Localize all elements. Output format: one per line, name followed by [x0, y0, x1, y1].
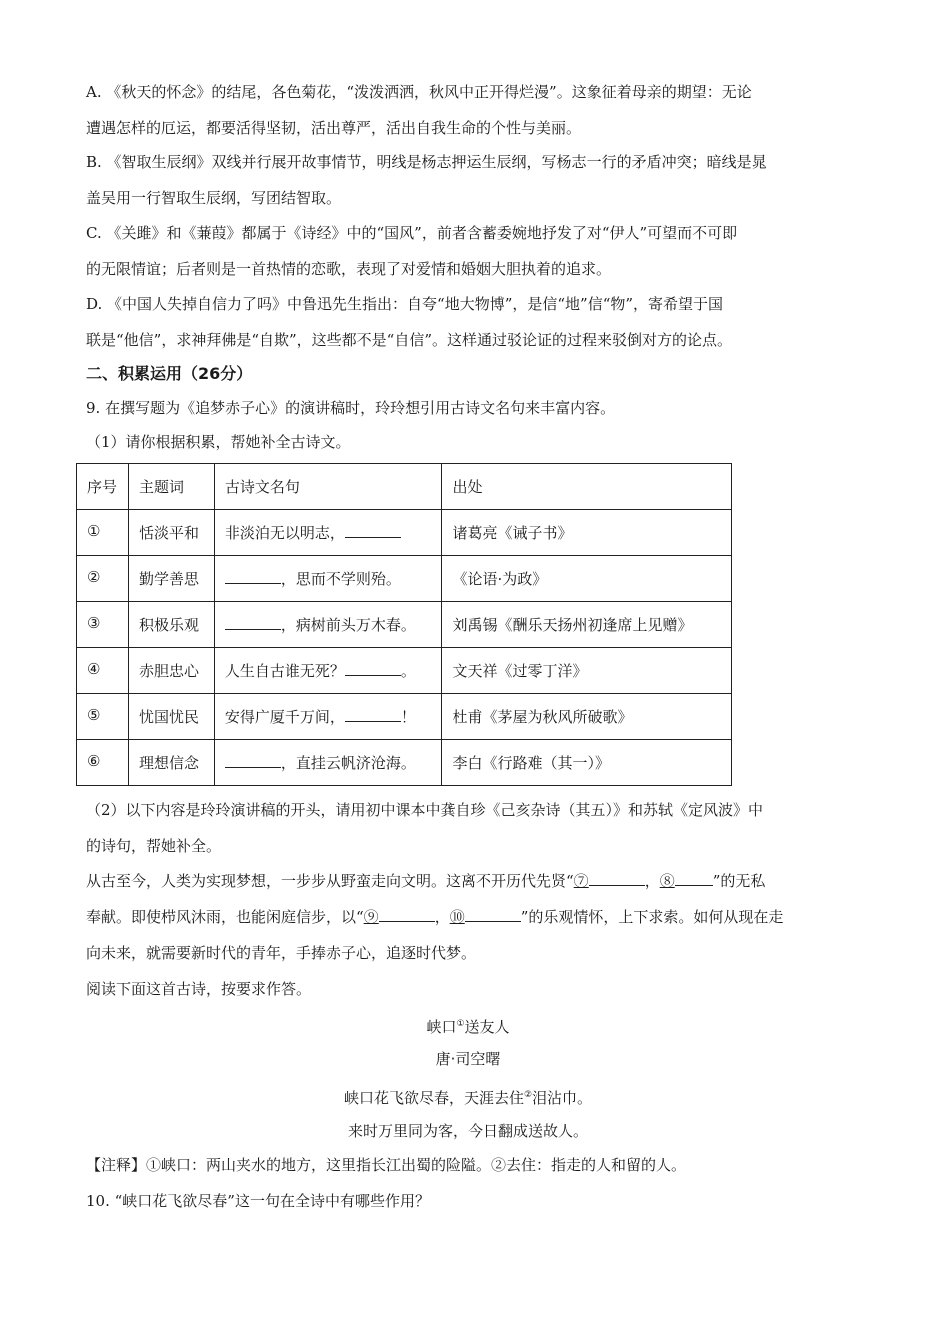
poem-title-text: 送友人	[464, 1018, 510, 1036]
fill-blank[interactable]	[465, 907, 521, 922]
option-b-line1: B. 《智取生辰纲》双线并行展开故事情节，明线是杨志押运生辰纲，写杨志一行的矛盾冲突；暗线是晁	[86, 153, 767, 171]
poem-text: 泪沾巾。	[532, 1089, 593, 1107]
fill-blank[interactable]	[225, 569, 281, 584]
option-d-line1: D. 《中国人失掉自信力了吗》中鲁迅先生指出：自夸“地大物博”，是信“地”信“物”，寄希望于国	[86, 295, 724, 313]
row-source: 《论语·为政》	[442, 556, 732, 602]
row-no: ②	[77, 556, 129, 602]
line-text-pre: 人生自古谁无死？	[224, 662, 345, 680]
para-comma: ，	[434, 908, 450, 926]
para-text: 奉献。即使栉风沐雨，也能闲庭信步，以“	[86, 908, 364, 926]
option-a-line2: 遭遇怎样的厄运，都要活得坚韧，活出尊严，活出自我生命的个性与美丽。	[86, 119, 582, 137]
row-source: 李白《行路难（其一）》	[442, 740, 732, 786]
row-theme: 赤胆忠心	[128, 648, 214, 694]
line-text-pre: 非淡泊无以明志，	[224, 524, 345, 542]
speech-para-line3: 向未来，就需要新时代的青年，手捧赤子心，追逐时代梦。	[86, 944, 477, 962]
row-theme: 勤学善思	[128, 556, 214, 602]
table-row	[77, 556, 732, 602]
poem-author: 唐·司空曙	[435, 1050, 501, 1068]
fill-blank[interactable]	[225, 615, 281, 630]
table-row	[77, 602, 732, 648]
row-no: ⑤	[77, 694, 129, 740]
header-no: 序号	[77, 464, 129, 510]
header-source: 出处	[442, 464, 732, 510]
speech-para-line2	[86, 907, 850, 927]
option-c-line1: C. 《关雎》和《蒹葭》都属于《诗经》中的“国风”，前者含蓄委婉地抒发了对“伊人”可望而不可即	[86, 224, 738, 242]
row-theme: 恬淡平和	[128, 510, 214, 556]
row-theme: 积极乐观	[128, 602, 214, 648]
poem-title	[86, 1014, 850, 1037]
para-text: ”的无私	[712, 872, 766, 890]
row-theme: 忧国忧民	[128, 694, 214, 740]
row-source: 文天祥《过零丁洋》	[442, 648, 732, 694]
line-text-post: ，思而不学则殆。	[280, 570, 401, 588]
line-text-post: ，病树前头万木春。	[280, 616, 416, 634]
table-row	[77, 740, 732, 786]
note-mark: ①	[456, 1019, 465, 1029]
fill-blank[interactable]	[379, 907, 435, 922]
row-source: 杜甫《茅屋为秋风所破歌》	[442, 694, 732, 740]
para-text: 从古至今，人类为实现梦想，一步步从野蛮走向文明。这离不开历代先贤“	[86, 872, 574, 890]
q9-sub1: （1）请你根据积累，帮她补全古诗文。	[86, 433, 351, 451]
row-no: ①	[77, 510, 129, 556]
q9-sub2-line2: 的诗句，帮她补全。	[86, 837, 222, 855]
table-header-row	[77, 464, 732, 510]
poem-line-2: 来时万里同为客，今日翻成送故人。	[347, 1122, 588, 1140]
section-title: 二、积累运用（26分）	[86, 364, 253, 383]
option-c-line2: 的无限情谊；后者则是一首热情的恋歌，表现了对爱情和婚姻大胆执着的追求。	[86, 260, 612, 278]
annotation: 【注释】①峡口：两山夹水的地方，这里指长江出蜀的险隘。②去住：指走的人和留的人。	[86, 1156, 687, 1174]
row-theme: 理想信念	[128, 740, 214, 786]
header-theme: 主题词	[128, 464, 214, 510]
q9-sub2-line1: （2）以下内容是玲玲演讲稿的开头，请用初中课本中龚自珍《己亥杂诗（其五）》和苏轼《定风波》中	[86, 801, 764, 819]
blank-mark-10: ⑩	[449, 908, 465, 926]
row-line	[214, 556, 442, 602]
para-text: ”的乐观情怀，上下求索。如何从现在走	[520, 908, 784, 926]
blank-mark-8: ⑧	[659, 872, 675, 890]
poem-text: 峡口花飞欲尽春，天涯去住	[343, 1089, 524, 1107]
line-text-post: ，直挂云帆济沧海。	[280, 754, 416, 772]
fill-blank[interactable]	[345, 523, 401, 538]
row-line	[214, 694, 442, 740]
option-d-line2: 联是“他信”，求神拜佛是“自欺”，这些都不是“自信”。这样通过驳论证的过程来驳倒对方的论点。	[86, 331, 733, 349]
table-row	[77, 510, 732, 556]
table-row	[77, 694, 732, 740]
row-no: ⑥	[77, 740, 129, 786]
fill-blank[interactable]	[675, 871, 713, 886]
note-mark: ②	[523, 1090, 533, 1100]
reading-intro: 阅读下面这首古诗，按要求作答。	[86, 980, 312, 998]
row-source: 刘禹锡《酬乐天扬州初逢席上见赠》	[442, 602, 732, 648]
option-b-line2: 盖吴用一行智取生辰纲，写团结智取。	[86, 189, 342, 207]
poetry-table	[76, 463, 732, 786]
para-comma: ，	[644, 872, 660, 890]
line-text-post: ！	[400, 708, 416, 726]
poem-line-1	[86, 1085, 850, 1108]
q9-stem: 9. 在撰写题为《追梦赤子心》的演讲稿时，玲玲想引用古诗文名句来丰富内容。	[86, 399, 616, 417]
line-text-post: 。	[400, 662, 416, 680]
q10-stem: 10. “峡口花飞欲尽春”这一句在全诗中有哪些作用？	[86, 1192, 430, 1210]
blank-mark-7: ⑦	[573, 872, 589, 890]
row-line	[214, 740, 442, 786]
row-line	[214, 648, 442, 694]
row-line	[214, 510, 442, 556]
fill-blank[interactable]	[345, 661, 401, 676]
poem-title-text: 峡口	[426, 1018, 457, 1036]
row-no: ③	[77, 602, 129, 648]
header-line: 古诗文名句	[214, 464, 442, 510]
table-row	[77, 648, 732, 694]
row-source: 诸葛亮《诫子书》	[442, 510, 732, 556]
line-text-pre: 安得广厦千万间，	[224, 708, 345, 726]
row-line	[214, 602, 442, 648]
fill-blank[interactable]	[589, 871, 645, 886]
speech-para-line1	[86, 871, 850, 891]
option-a-line1: A. 《秋天的怀念》的结尾，各色菊花，“泼泼洒洒，秋风中正开得烂漫”。这象征着母亲的期望：无论	[86, 83, 752, 101]
blank-mark-9: ⑨	[363, 908, 379, 926]
row-no: ④	[77, 648, 129, 694]
fill-blank[interactable]	[345, 707, 401, 722]
fill-blank[interactable]	[225, 753, 281, 768]
